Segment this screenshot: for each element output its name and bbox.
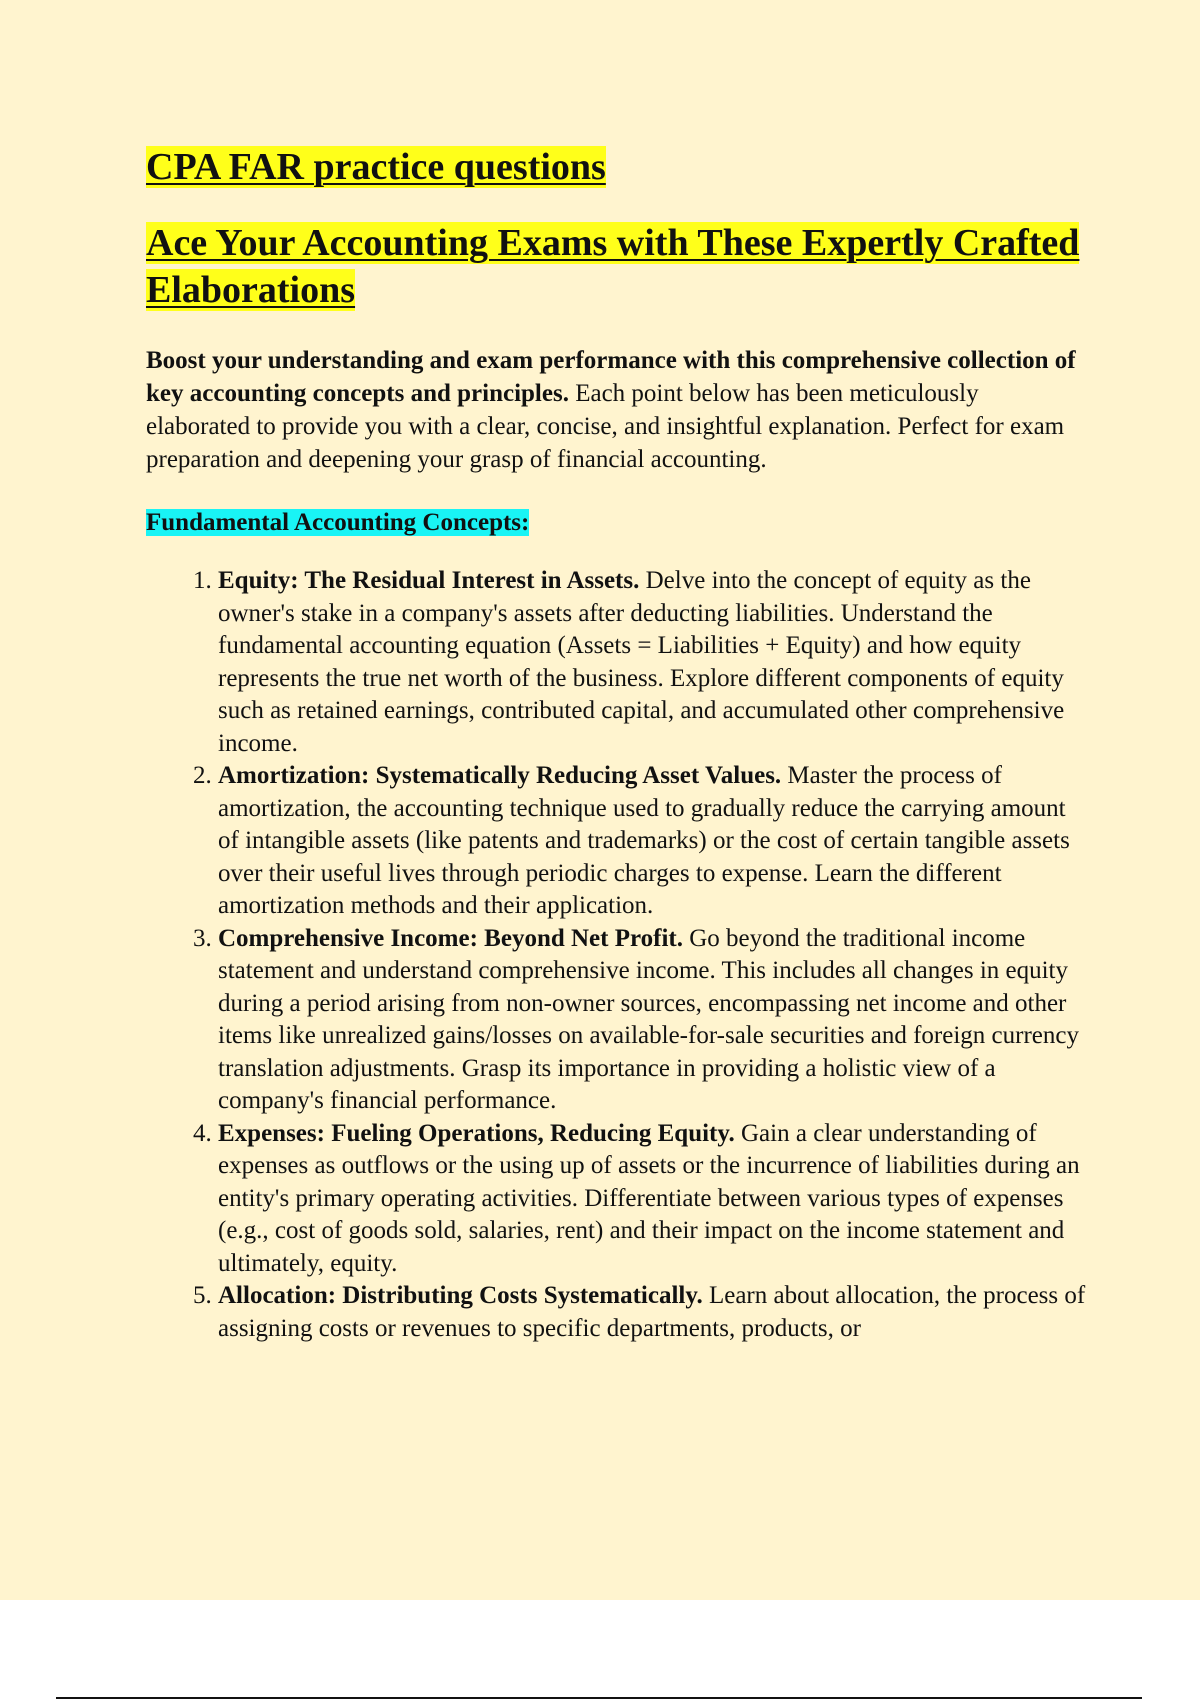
- intro-paragraph: [146, 344, 1086, 476]
- page-footer-rule: [56, 1697, 1142, 1699]
- intro-bold-text: Boost your understanding and exam performance with this comprehensive collection of key accounting concepts and principles.: [146, 347, 1076, 407]
- document-content: [146, 144, 1086, 1345]
- concept-list: [146, 565, 1086, 1345]
- concept-item: [218, 1118, 1086, 1281]
- concept-heading: Equity: The Residual Interest in Assets.: [218, 567, 640, 594]
- concept-body: Go beyond the traditional income statement and understand comprehensive income. This includes all changes in equity during a period arising from non-owner sources, encompassing net income and other items like unrealized gains/losses on available-for-sale securities and foreign currency translation adjustments. Grasp its importance in providing a holistic view of a company's financial performance.: [218, 924, 1079, 1114]
- concept-heading: Expenses: Fueling Operations, Reducing Equity.: [218, 1119, 735, 1147]
- concept-body: Master the process of amortization, the accounting technique used to gradually reduce the carrying amount of intangible assets (like patents and trademarks) or the cost of certain tangible assets over their useful lives through periodic charges to expense. Learn the different amortization methods and their application.: [218, 762, 1070, 919]
- concept-heading: Allocation: Distributing Costs Systematically.: [218, 1282, 703, 1309]
- concept-heading: Amortization: Systematically Reducing Asset Values.: [218, 762, 782, 789]
- intro-body-text: Each point below has been meticulously elaborated to provide you with a clear, concise, and insightful explanation. Perfect for exam preparation and deepening your grasp of financial accounting.: [146, 380, 1065, 473]
- concept-body: Learn about allocation, the process of assigning costs or revenues to specific departments, products, or: [218, 1282, 1086, 1342]
- concept-item: [218, 565, 1086, 760]
- concept-body: Delve into the concept of equity as the owner's stake in a company's assets after deducting liabilities. Understand the fundamental accounting equation (Assets = Liabilities + Equity) and how equity represents the true net worth of the business. Explore different components of equity such as retained earnings, contributed capital, and accumulated other comprehensive income.: [218, 567, 1065, 757]
- section-heading: [146, 506, 1086, 539]
- document-title: [146, 144, 1086, 190]
- document-subtitle: [146, 220, 1086, 314]
- concept-item: [218, 1280, 1086, 1345]
- document-title-text: CPA FAR practice questions: [146, 146, 606, 188]
- concept-heading: Comprehensive Income: Beyond Net Profit.: [218, 924, 683, 952]
- concept-body: Gain a clear understanding of expenses as outflows or the using up of assets or the incurrence of liabilities during an entity's primary operating activities. Differentiate between various types of expenses (e.g., cost of goods sold, salaries, rent) and their impact on the income statement and ultimately, equity.: [218, 1119, 1080, 1277]
- document-subtitle-text: Ace Your Accounting Exams with These Expertly Crafted Elaborations: [146, 222, 1080, 311]
- concept-item: [218, 760, 1086, 923]
- concept-item: [218, 923, 1086, 1118]
- section-heading-text: Fundamental Accounting Concepts:: [146, 509, 530, 536]
